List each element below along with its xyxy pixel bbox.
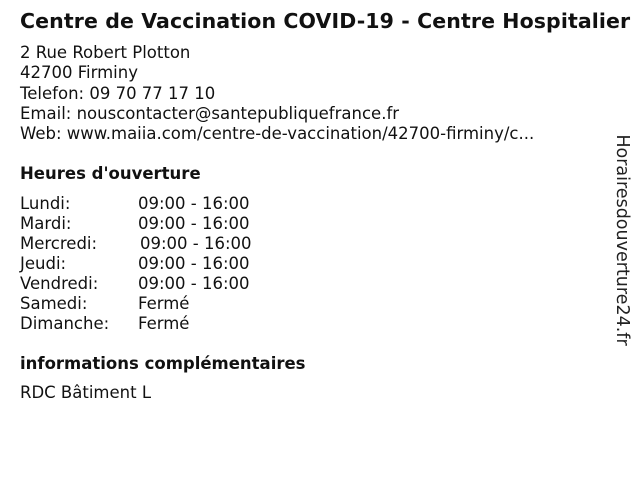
hours-row-monday [20, 194, 320, 214]
day-hours: 09:00 - 16:00 [138, 194, 250, 213]
day-label: Mercredi: [20, 234, 98, 253]
day-label: Samedi: [20, 294, 88, 313]
website-link[interactable]: Web: www.maiia.com/centre-de-vaccination/42700-firminy/c... [20, 124, 535, 144]
phone-number: Telefon: 09 70 77 17 10 [20, 83, 216, 103]
opening-hours-table [20, 194, 320, 334]
opening-hours-heading: Heures d'ouverture [20, 164, 201, 183]
day-label: Dimanche: [20, 314, 110, 333]
day-hours: 09:00 - 16:00 [138, 214, 250, 233]
day-label: Mardi: [20, 214, 72, 233]
hours-row-wednesday [20, 234, 320, 254]
page-title: Centre de Vaccination COVID-19 - Centre Hospitalier [20, 9, 631, 33]
day-hours: 09:00 - 16:00 [140, 234, 252, 253]
day-hours: Fermé [138, 314, 190, 333]
day-label: Jeudi: [20, 254, 67, 273]
day-label: Vendredi: [20, 274, 99, 293]
day-hours: Fermé [138, 294, 190, 313]
day-hours: 09:00 - 16:00 [138, 254, 250, 273]
contact-info [20, 43, 534, 144]
day-label: Lundi: [20, 194, 71, 213]
hours-row-thursday [20, 254, 320, 274]
street-address: 2 Rue Robert Plotton [20, 43, 191, 62]
additional-info-heading: informations complémentaires [20, 354, 306, 373]
additional-info-text: RDC Bâtiment L [20, 383, 152, 402]
hours-row-sunday [20, 314, 320, 334]
hours-row-friday [20, 274, 320, 294]
hours-row-tuesday [20, 214, 320, 234]
day-hours: 09:00 - 16:00 [138, 274, 250, 293]
email-address: Email: nouscontacter@santepubliquefrance.fr [20, 103, 400, 123]
hours-row-saturday [20, 294, 320, 314]
site-watermark: Horairesdouverture24.fr [612, 134, 632, 346]
city: 42700 Firminy [20, 63, 138, 83]
